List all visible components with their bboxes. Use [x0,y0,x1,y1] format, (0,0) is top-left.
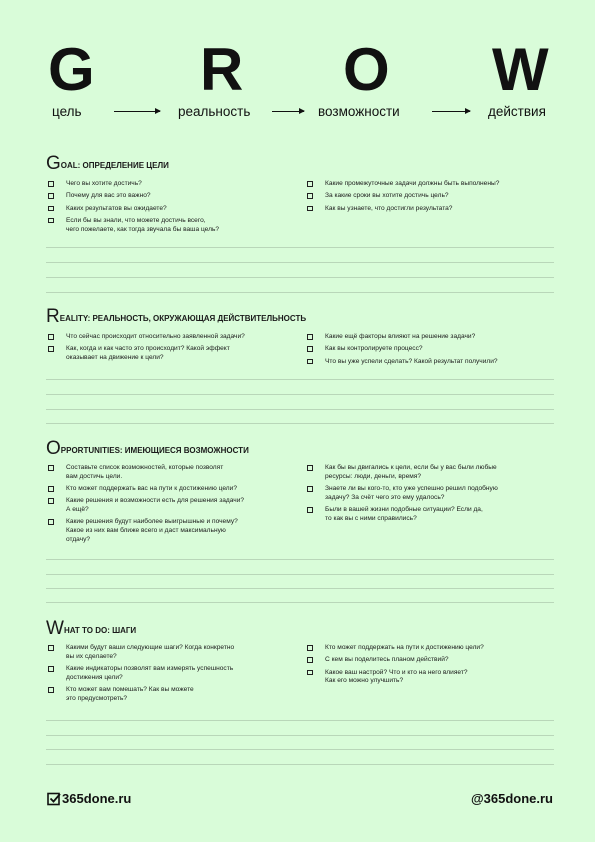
answer-line[interactable] [46,423,554,424]
checkbox[interactable] [48,181,54,187]
question-item[interactable]: Почему для вас это важно? [46,192,278,201]
grow-word-will: действия [488,104,546,119]
grow-letter-g: G [48,36,94,103]
grow-letter-o: O [343,36,389,103]
question-item[interactable]: Какими будут ваши следующие шаги? Когда конкретно вы их сделаете? [46,644,278,661]
answer-line[interactable] [46,247,554,248]
section-initial: W [46,618,64,639]
checkbox[interactable] [307,486,313,492]
question-column-right [305,464,554,527]
brand-text: 365done.ru [62,791,132,806]
grow-word-goal: цель [52,104,82,119]
question-item[interactable]: Какие решения и возможности есть для решения задачи? А ещё? [46,497,278,514]
answer-line[interactable] [46,409,554,410]
arrow-right-icon [114,111,160,112]
checkbox[interactable] [307,359,313,365]
question-item[interactable]: Как вы узнаете, что достигли результата? [305,205,554,214]
question-item[interactable]: Как бы вы двигались к цели, если бы у вас были любые ресурсы: люди, деньги, время? [305,464,554,481]
question-item[interactable]: Как, когда и как часто это происходит? Какой эффект оказывает на движение к цели? [46,345,278,362]
question-item[interactable]: Были в вашей жизни подобные ситуации? Если да, то как вы с ними справились? [305,506,554,523]
section-reality [46,307,554,427]
question-column-right [305,644,554,690]
question-item[interactable]: Составьте список возможностей, которые позволят вам достичь цели. [46,464,278,481]
section-goal [46,154,554,294]
checkbox[interactable] [307,657,313,663]
question-item[interactable]: Какое ваш настрой? Что и кто на него влияет? Как его можно улучшить? [305,669,554,686]
checkbox[interactable] [307,181,313,187]
section-what [46,619,554,769]
question-item[interactable]: Чего вы хотите достичь? [46,180,278,189]
section-heading: PPORTUNITIES: ИМЕЮЩИЕСЯ ВОЗМОЖНОСТИ [60,446,249,455]
section-heading: HAT TO DO: ШАГИ [63,626,137,635]
question-column-right [305,333,554,370]
section-opportunities [46,439,554,599]
checkbox[interactable] [307,670,313,676]
question-item[interactable]: Кто может поддержать на пути к достижению цели? [305,644,554,653]
answer-line[interactable] [46,764,554,765]
question-item[interactable]: Каких результатов вы ожидаете? [46,205,278,214]
checkbox[interactable] [48,206,54,212]
checkbox[interactable] [48,465,54,471]
checkbox[interactable] [48,666,54,672]
checkbox-check-icon [47,792,61,806]
question-item[interactable]: Какие промежуточные задачи должны быть выполнены? [305,180,554,189]
answer-line[interactable] [46,574,554,575]
question-column-left [46,644,278,707]
checkbox[interactable] [307,346,313,352]
answer-line[interactable] [46,749,554,750]
answer-line[interactable] [46,602,554,603]
question-item[interactable]: Какие решения будут наиболее выигрышные и почему? Какое из них вам ближе всего и даст максимальную отдачу? [46,518,278,544]
question-column-right [305,180,554,217]
section-initial: O [46,438,61,459]
question-column-left [46,180,278,238]
question-item[interactable]: Что вы уже успели сделать? Какой результат получили? [305,358,554,367]
checkbox[interactable] [48,519,54,525]
section-initial: R [46,306,60,327]
section-title [46,154,169,173]
checkbox[interactable] [48,346,54,352]
checkbox[interactable] [48,645,54,651]
arrow-right-icon [272,111,304,112]
question-item[interactable]: Кто может поддержать вас на пути к достижению цели? [46,485,278,494]
question-item[interactable]: С кем вы поделитесь планом действий? [305,656,554,665]
answer-line[interactable] [46,262,554,263]
section-title [46,439,249,458]
checkbox[interactable] [307,465,313,471]
question-item[interactable]: Какие ещё факторы влияют на решение задачи? [305,333,554,342]
question-item[interactable]: За какие сроки вы хотите достичь цель? [305,192,554,201]
checkbox[interactable] [48,498,54,504]
grow-letter-r: R [200,36,243,103]
checkbox[interactable] [307,193,313,199]
section-heading: EALITY: РЕАЛЬНОСТЬ, ОКРУЖАЮЩАЯ ДЕЙСТВИТЕЛЬНОСТЬ [59,314,307,323]
grow-word-options: возможности [318,104,400,119]
checkbox[interactable] [48,218,54,224]
checkbox[interactable] [48,193,54,199]
section-title [46,307,306,326]
answer-line[interactable] [46,394,554,395]
answer-line[interactable] [46,292,554,293]
arrow-right-icon [432,111,470,112]
question-item[interactable]: Знаете ли вы кого-то, кто уже успешно решил подобную задачу? За счёт чего это ему удалось? [305,485,554,502]
brand-link[interactable] [47,791,131,807]
checkbox[interactable] [48,687,54,693]
question-item[interactable]: Как вы контролируете процесс? [305,345,554,354]
answer-line[interactable] [46,559,554,560]
question-item[interactable]: Кто может вам помешать? Как вы можете это предусмотреть? [46,686,278,703]
checkbox[interactable] [307,645,313,651]
checkbox[interactable] [48,334,54,340]
section-title [46,619,136,638]
social-handle[interactable]: @365done.ru [470,791,553,806]
answer-line[interactable] [46,735,554,736]
answer-line[interactable] [46,720,554,721]
question-item[interactable]: Если бы вы знали, что можете достичь всего, чего пожелаете, как тогда звучала бы ваша цель? [46,217,278,234]
question-column-left [46,333,278,366]
checkbox[interactable] [307,206,313,212]
checkbox[interactable] [48,486,54,492]
answer-line[interactable] [46,277,554,278]
grow-letter-w: W [492,36,548,103]
section-initial: G [46,153,61,174]
question-item[interactable]: Какие индикаторы позволят вам измерять успешность достижения цели? [46,665,278,682]
question-column-left [46,464,278,548]
grow-word-reality: реальность [178,104,251,119]
answer-line[interactable] [46,379,554,380]
section-heading: OAL: ОПРЕДЕЛЕНИЕ ЦЕЛИ [60,161,169,170]
answer-line[interactable] [46,588,554,589]
checkbox[interactable] [307,507,313,513]
question-item[interactable]: Что сейчас происходит относительно заявленной задачи? [46,333,278,342]
checkbox[interactable] [307,334,313,340]
